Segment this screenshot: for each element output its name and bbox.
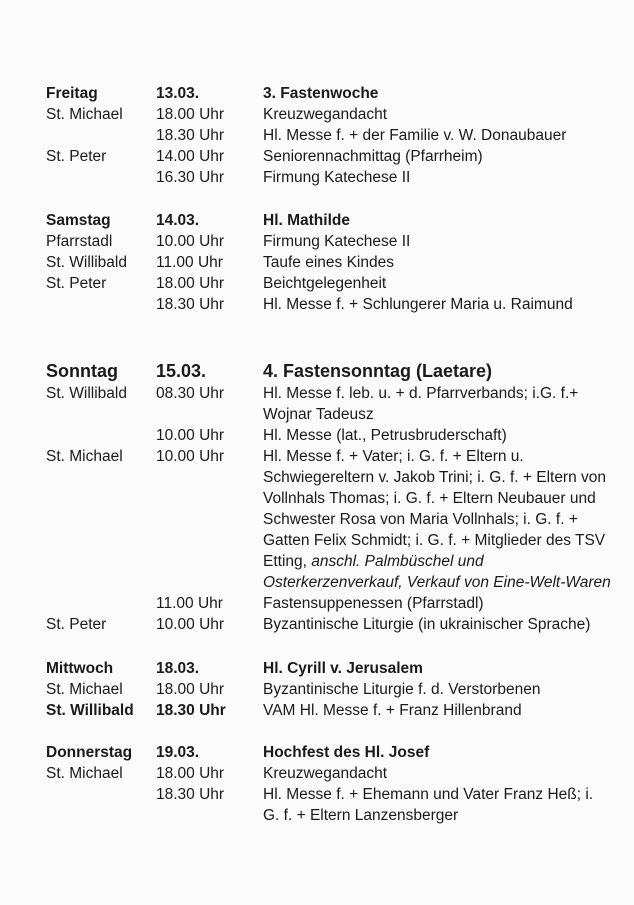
date: 18.03. bbox=[156, 660, 200, 677]
day-name: Mittwoch bbox=[46, 660, 114, 677]
description-cell: Hl. Messe f. + Schlungerer Maria u. Raimund bbox=[263, 296, 573, 313]
schedule-row bbox=[0, 509, 634, 530]
schedule-row bbox=[0, 252, 634, 273]
time-cell: 10.00 Uhr bbox=[156, 448, 225, 465]
schedule-row bbox=[0, 104, 634, 125]
location-cell: St. Peter bbox=[46, 148, 107, 165]
schedule-row bbox=[0, 467, 634, 488]
date: 15.03. bbox=[156, 361, 207, 381]
schedule-row bbox=[0, 700, 634, 721]
description-cell: Byzantinische Liturgie f. d. Verstorbenen bbox=[263, 681, 541, 698]
schedule-row bbox=[0, 784, 634, 805]
day-header-row bbox=[0, 359, 634, 383]
description-cell: Firmung Katechese II bbox=[263, 169, 411, 186]
description-cell: Hl. Messe f. + der Familie v. W. Donaubauer bbox=[263, 127, 567, 144]
italic-note: Osterkerzenverkauf, Verkauf von Eine-Welt-Waren bbox=[263, 574, 611, 591]
time-cell: 18.00 Uhr bbox=[156, 681, 225, 698]
schedule-row bbox=[0, 614, 634, 635]
location-cell: St. Willibald bbox=[46, 702, 134, 719]
description-cell: Kreuzwegandacht bbox=[263, 765, 388, 782]
description-text: Etting, bbox=[263, 553, 312, 570]
day-block-wednesday bbox=[0, 658, 634, 721]
day-header-row bbox=[0, 658, 634, 679]
time-cell: 11.00 Uhr bbox=[156, 254, 223, 271]
schedule-row bbox=[0, 273, 634, 294]
description-cell: Hl. Messe f. + Vater; i. G. f. + Eltern u. bbox=[263, 448, 524, 465]
schedule-row bbox=[0, 446, 634, 467]
time-cell: 10.00 Uhr bbox=[156, 427, 225, 444]
description-cell: G. f. + Eltern Lanzensberger bbox=[263, 807, 459, 824]
date: 19.03. bbox=[156, 744, 200, 761]
description-cell: Hl. Messe (lat., Petrusbruderschaft) bbox=[263, 427, 507, 444]
description-cell: Vollnhals Thomas; i. G. f. + Eltern Neubauer und bbox=[263, 490, 596, 507]
time-cell: 18.30 Uhr bbox=[156, 786, 225, 803]
day-name: Freitag bbox=[46, 85, 98, 102]
time-cell: 08.30 Uhr bbox=[156, 385, 225, 402]
schedule-row bbox=[0, 425, 634, 446]
schedule-row bbox=[0, 593, 634, 614]
schedule-row bbox=[0, 294, 634, 315]
day-block-saturday bbox=[0, 210, 634, 315]
location-cell: St. Willibald bbox=[46, 254, 127, 271]
description-cell: Gatten Felix Schmidt; i. G. f. + Mitglieder des TSV bbox=[263, 532, 606, 549]
description-cell: Seniorennachmittag (Pfarrheim) bbox=[263, 148, 483, 165]
schedule-row bbox=[0, 125, 634, 146]
feast-title: Hl. Cyrill v. Jerusalem bbox=[263, 660, 423, 677]
description-cell: Kreuzwegandacht bbox=[263, 106, 388, 123]
location-cell: St. Peter bbox=[46, 616, 107, 633]
time-cell: 18.00 Uhr bbox=[156, 275, 225, 292]
date: 14.03. bbox=[156, 212, 200, 229]
day-name: Donnerstag bbox=[46, 744, 133, 761]
italic-note: anschl. Palmbüschel und bbox=[311, 553, 484, 570]
location-cell: St. Michael bbox=[46, 448, 123, 465]
day-block-friday bbox=[0, 83, 634, 188]
feast-title: Hochfest des Hl. Josef bbox=[263, 744, 430, 761]
location-cell: St. Michael bbox=[46, 681, 123, 698]
location-cell: St. Willibald bbox=[46, 385, 127, 402]
feast-title: Hl. Mathilde bbox=[263, 212, 350, 229]
day-block-sunday bbox=[0, 359, 634, 635]
day-header-row bbox=[0, 83, 634, 104]
time-cell: 18.00 Uhr bbox=[156, 765, 225, 782]
schedule-row bbox=[0, 572, 634, 593]
time-cell: 18.30 Uhr bbox=[156, 702, 226, 719]
description-cell: Beichtgelegenheit bbox=[263, 275, 387, 292]
schedule-row bbox=[0, 551, 634, 572]
day-header-row bbox=[0, 210, 634, 231]
schedule-row bbox=[0, 383, 634, 404]
day-block-thursday bbox=[0, 742, 634, 826]
location-cell: St. Michael bbox=[46, 765, 123, 782]
description-cell: Schwiegereltern v. Jakob Trini; i. G. f. + Eltern von bbox=[263, 469, 607, 486]
description-cell: Hl. Messe f. leb. u. + d. Pfarrverbands; i.G. f.+ bbox=[263, 385, 579, 402]
schedule-row bbox=[0, 167, 634, 188]
time-cell: 11.00 Uhr bbox=[156, 595, 223, 612]
schedule-row bbox=[0, 530, 634, 551]
date: 13.03. bbox=[156, 85, 200, 102]
schedule-row bbox=[0, 679, 634, 700]
schedule-row bbox=[0, 763, 634, 784]
feast-title: 3. Fastenwoche bbox=[263, 85, 379, 102]
description-cell: Fastensuppenessen (Pfarrstadl) bbox=[263, 595, 484, 612]
description-cell: Hl. Messe f. + Ehemann und Vater Franz Heß; i. bbox=[263, 786, 594, 803]
description-cell: Schwester Rosa von Maria Vollnhals; i. G. f. + bbox=[263, 511, 578, 528]
schedule-row bbox=[0, 404, 634, 425]
description-cell: Taufe eines Kindes bbox=[263, 254, 394, 271]
description-cell: VAM Hl. Messe f. + Franz Hillenbrand bbox=[263, 702, 522, 719]
schedule-row bbox=[0, 488, 634, 509]
description-cell: Wojnar Tadeusz bbox=[263, 406, 374, 423]
day-header-row bbox=[0, 742, 634, 763]
description-cell bbox=[263, 551, 484, 572]
feast-title: 4. Fastensonntag (Laetare) bbox=[263, 361, 493, 381]
schedule-row bbox=[0, 146, 634, 167]
location-cell: St. Peter bbox=[46, 275, 107, 292]
day-name: Sonntag bbox=[46, 361, 118, 381]
time-cell: 10.00 Uhr bbox=[156, 616, 225, 633]
day-name: Samstag bbox=[46, 212, 111, 229]
time-cell: 18.30 Uhr bbox=[156, 127, 225, 144]
schedule-row bbox=[0, 231, 634, 252]
location-cell: Pfarrstadl bbox=[46, 233, 113, 250]
location-cell: St. Michael bbox=[46, 106, 123, 123]
description-cell bbox=[263, 572, 611, 593]
description-cell: Byzantinische Liturgie (in ukrainischer Sprache) bbox=[263, 616, 591, 633]
time-cell: 18.00 Uhr bbox=[156, 106, 225, 123]
time-cell: 16.30 Uhr bbox=[156, 169, 225, 186]
description-cell: Firmung Katechese II bbox=[263, 233, 411, 250]
time-cell: 18.30 Uhr bbox=[156, 296, 225, 313]
time-cell: 10.00 Uhr bbox=[156, 233, 225, 250]
time-cell: 14.00 Uhr bbox=[156, 148, 225, 165]
schedule-row bbox=[0, 805, 634, 826]
